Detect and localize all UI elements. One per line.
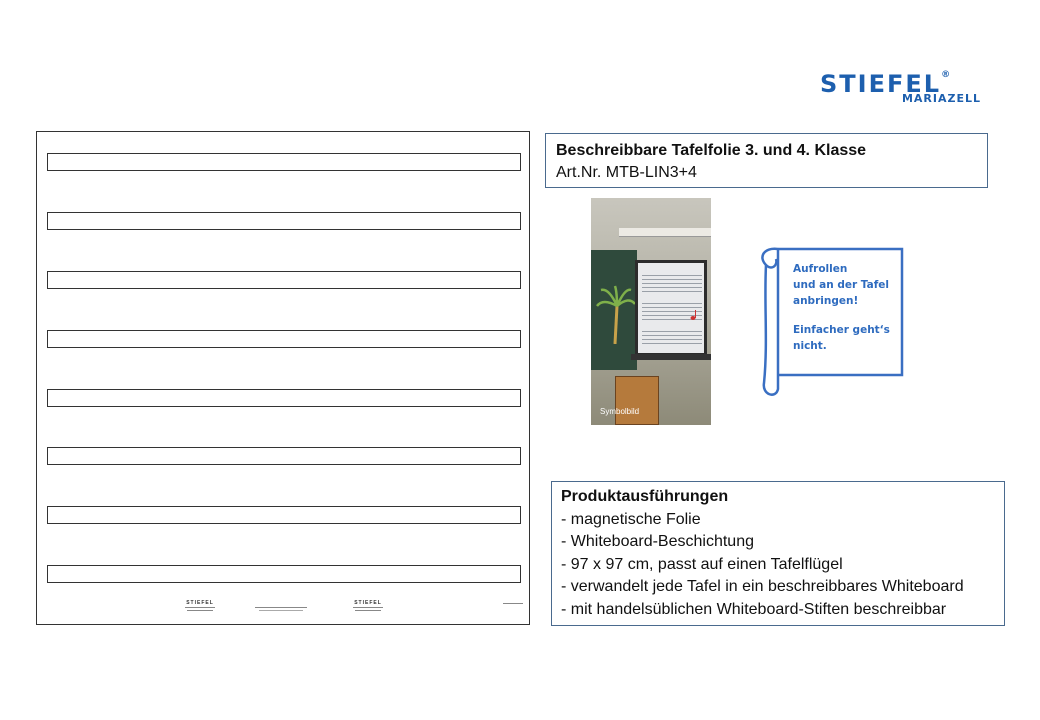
music-note-icon	[690, 309, 698, 321]
callout-line-5: nicht.	[793, 340, 827, 352]
board-tray	[631, 354, 711, 360]
symbol-photo	[591, 198, 711, 425]
sheet-footer-logo-left: STIEFEL	[186, 600, 214, 606]
writing-line	[47, 212, 521, 230]
product-title-box	[545, 133, 988, 188]
feature-item: - magnetische Folie	[561, 510, 701, 528]
logo-sub: MARIAZELL	[901, 92, 981, 105]
callout-line-3: anbringen!	[793, 295, 859, 307]
wooden-cabinet	[615, 376, 659, 425]
sheet-footer-logo-right: STIEFEL	[354, 600, 382, 606]
sheet-footer-right	[353, 600, 383, 614]
photo-label: Symbolbild	[600, 407, 640, 416]
callout-text	[793, 261, 903, 354]
lined-whiteboard-film	[635, 260, 707, 356]
callout-line-1: Aufrollen	[793, 263, 848, 275]
features-box	[551, 481, 1005, 626]
writing-line	[47, 271, 521, 289]
writing-line	[47, 153, 521, 171]
feature-item: - verwandelt jede Tafel in ein beschreibbares Whiteboard	[561, 578, 964, 595]
callout-line-2: und an der Tafel	[793, 279, 889, 291]
feature-item: - Whiteboard-Beschichtung	[561, 533, 754, 550]
feature-item: - mit handelsüblichen Whiteboard-Stiften beschreibbar	[561, 600, 947, 618]
palm-drawing-icon	[595, 284, 635, 344]
ceiling-rail	[619, 228, 711, 237]
fine-print-icon	[185, 606, 215, 612]
logo-brand: STIEFEL	[820, 70, 942, 98]
stiefel-logo	[820, 70, 995, 110]
sheet-footer-left	[185, 600, 215, 614]
sheet-footer-code	[503, 602, 523, 605]
article-number: Art.Nr. MTB-LIN3+4	[556, 164, 697, 181]
feature-item: - 97 x 97 cm, passt auf einen Tafelflügel	[561, 555, 843, 573]
writing-line	[47, 330, 521, 348]
product-title: Beschreibbare Tafelfolie 3. und 4. Klasse	[556, 142, 867, 159]
callout-line-4: Einfacher geht‘s	[793, 324, 890, 336]
features-heading: Produktausführungen	[561, 488, 729, 505]
writing-line	[47, 447, 521, 465]
sheet-footer-center-print	[255, 606, 307, 612]
fine-print-icon	[353, 606, 383, 612]
writing-line	[47, 389, 521, 407]
logo-reg: ®	[941, 70, 951, 80]
writing-line	[47, 565, 521, 583]
lined-sheet-preview	[36, 131, 530, 625]
writing-line	[47, 506, 521, 524]
